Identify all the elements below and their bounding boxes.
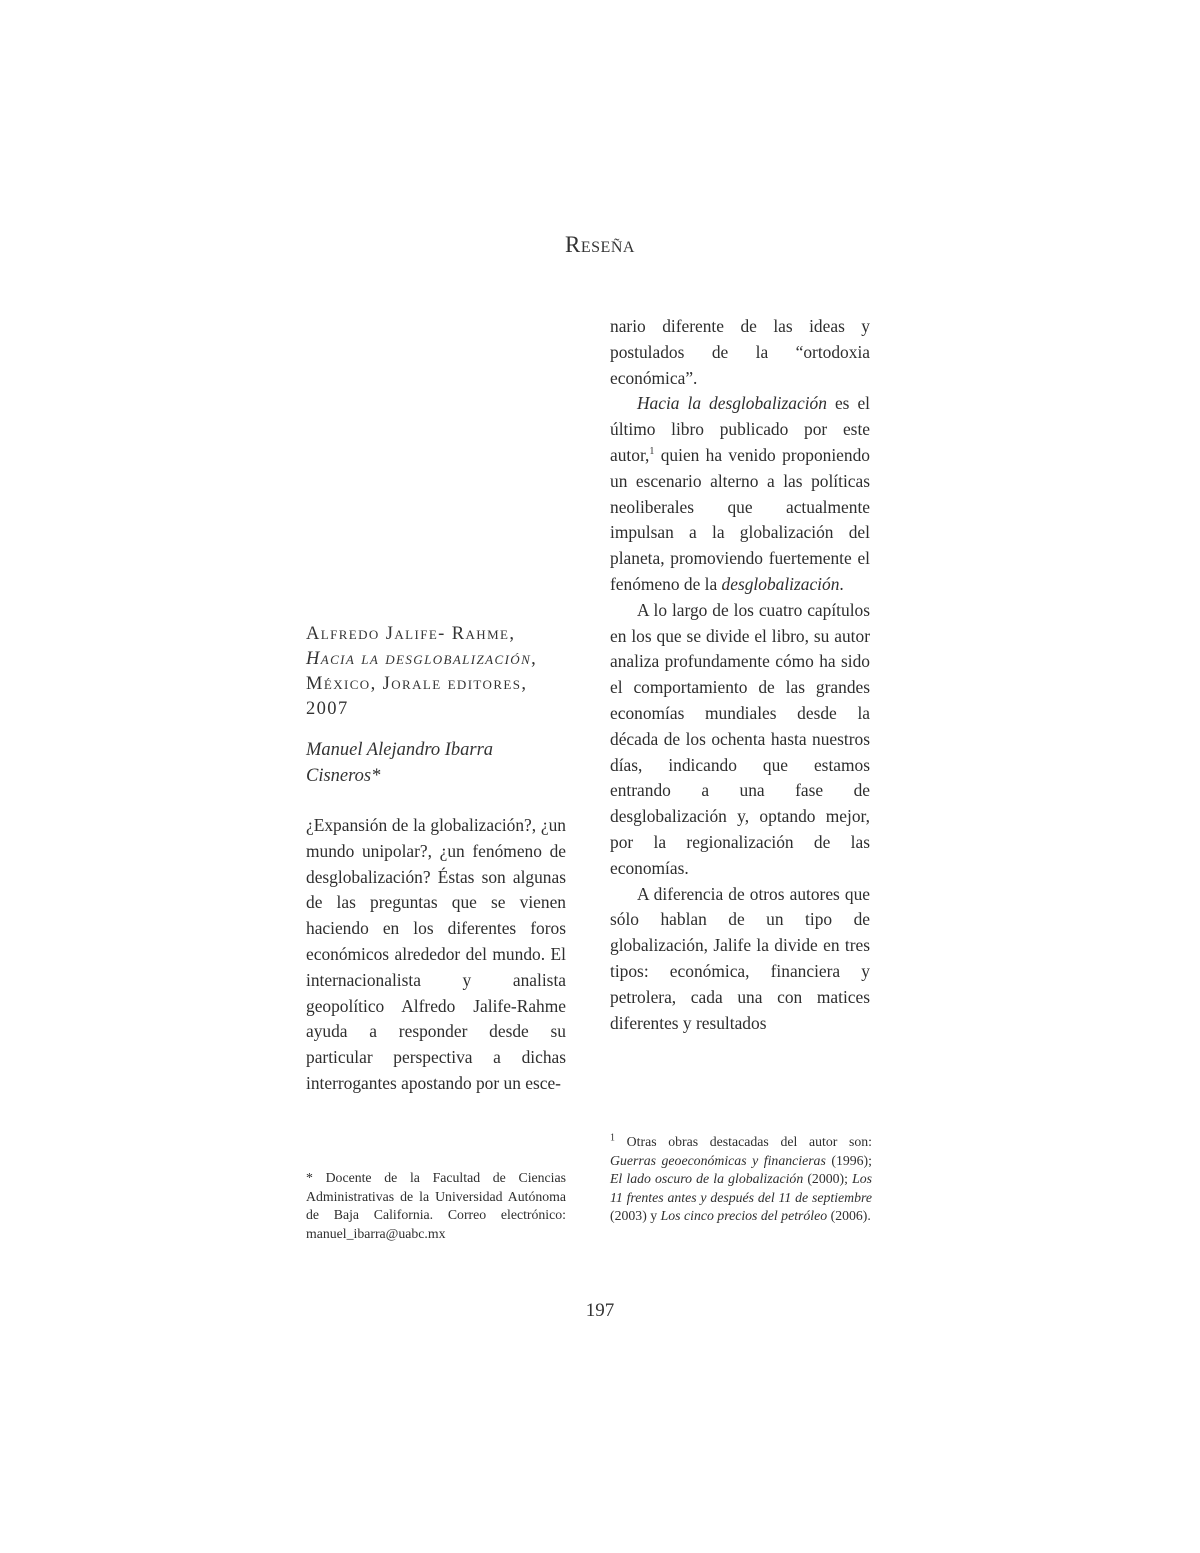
right-column — [610, 314, 870, 1036]
section-title: Reseña — [565, 232, 635, 257]
body-paragraph-continuation: nario diferente de las ideas y postulados de la “ortodoxia económica”. — [610, 316, 870, 388]
work-title: Los cinco precios del petróleo — [660, 1208, 828, 1224]
work-title: El lado oscuro de la globalización — [610, 1171, 804, 1187]
text-run: es el último libro publicado por este autor, — [610, 393, 870, 465]
book-title: Hacia la desglobalización — [306, 649, 532, 669]
book-publication: , México, Jorale editores, 2007 — [306, 649, 538, 719]
body-paragraph: A diferencia de otros autores que sólo hablan de un tipo de globalización, Jalife la divide en tres tipos: económica, financiera y petrolera, cada una con matices diferentes y resultados — [610, 883, 870, 1033]
body-paragraph — [610, 391, 870, 597]
work-title: Los 11 frentes antes y después del 11 de septiembre — [610, 1171, 873, 1205]
book-reference — [306, 622, 568, 722]
text-run: (2000); — [803, 1171, 853, 1187]
text-run: . — [839, 573, 844, 594]
footnote-marker: 1 — [610, 1132, 615, 1144]
text-run: quien ha venido proponiendo un escenario alterno a las políticas neoliberales que actualmente impulsan a la globalización del planeta, promoviendo fuertemente el fenómeno de la — [610, 444, 870, 594]
work-title: Guerras geoeconómicas y financieras — [610, 1152, 826, 1168]
author-footnote: * Docente de la Facultad de Ciencias Administrativas de la Universidad Autónoma de Baja California. Correo electrónico: manuel_ibarra@uabc.mx — [306, 1170, 566, 1241]
text-run: Otras obras destacadas del autor son: — [615, 1134, 872, 1149]
text-run: (2003) y — [610, 1208, 661, 1224]
body-paragraph: A lo largo de los cuatro capítulos en los que se divide el libro, su autor analiza profundamente cómo ha sido el comportamiento de las grandes economías mundiales desde la década de los ochenta hasta nuestros días, indicando que estamos entrando a una fase de desglobalización y, optando mejor, por la regionalización de las economías. — [610, 599, 870, 878]
left-column — [306, 813, 566, 1097]
page-number: 197 — [585, 1300, 615, 1321]
body-paragraph: ¿Expansión de la globalización?, ¿un mundo unipolar?, ¿un fenómeno de desglobalización? Éstas son algunas de las preguntas que se vienen haciendo en los diferentes foros económicos alrededor del mundo. El internacionalista y analista geopolítico Alfredo Jalife-Rahme ayuda a responder desde su particular perspectiva a dichas interrogantes apostando por un esce- — [306, 815, 566, 1093]
book-author: Alfredo Jalife- Rahme, — [306, 624, 516, 644]
book-title-inline: Hacia la desglobalización — [637, 393, 827, 414]
reviewer-name: Manuel Alejandro Ibarra Cisneros* — [306, 740, 494, 786]
footnote-reference: 1 — [649, 446, 655, 458]
emphasized-term: desglobalización — [721, 573, 840, 594]
text-run: (2006). — [827, 1208, 871, 1224]
text-run: (1996); — [825, 1152, 872, 1168]
footnote-1 — [610, 1133, 872, 1226]
